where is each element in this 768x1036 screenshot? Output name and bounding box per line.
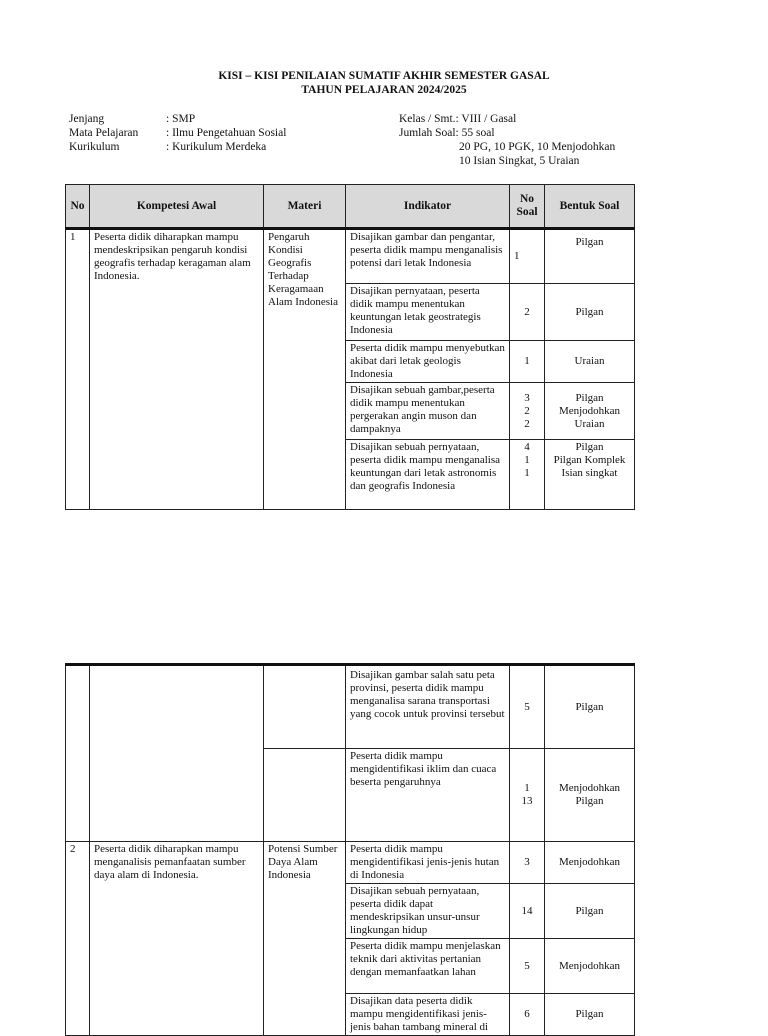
table-row [66, 229, 635, 284]
bentuk-soal-value: Pilgan [575, 795, 604, 807]
kisi-table-2 [65, 663, 635, 1036]
bentuk-soal-cell [545, 749, 635, 842]
header-no-soal-line2: Soal [516, 206, 538, 218]
indikator-cell: Peserta didik mampu menjelaskan teknik dari aktivitas pertanian dengan memanfaatkan lahan [346, 939, 510, 994]
bentuk-soal-value: Menjodohkan [558, 782, 621, 794]
no-soal-value: 1 [524, 467, 530, 479]
header-no-soal-line1: No [519, 193, 535, 205]
kurikulum-label: Kurikulum [69, 141, 120, 153]
no-soal-value: 13 [521, 795, 533, 807]
indikator-cell: Disajikan pernyataan, peserta didik mampu menentukan keuntungan letak geostrategis Indonesia [346, 284, 510, 341]
no-soal-cell: 6 [510, 994, 545, 1036]
no-soal-cell: 1 [510, 229, 545, 284]
header-indikator: Indikator [346, 185, 510, 229]
materi-cell-empty [264, 665, 346, 749]
document-subtitle: TAHUN PELAJARAN 2024/2025 [301, 84, 467, 96]
document-title: KISI – KISI PENILAIAN SUMATIF AKHIR SEMESTER GASAL [218, 70, 550, 82]
bentuk-soal-cell: Uraian [545, 341, 635, 383]
bentuk-soal-cell: Pilgan [545, 884, 635, 939]
bentuk-soal-cell: Menjodohkan [545, 939, 635, 994]
no-soal-cell: 14 [510, 884, 545, 939]
materi-cell-empty [264, 749, 346, 842]
no-soal-cell [510, 383, 545, 440]
table-row [66, 665, 635, 749]
bentuk-soal-value: Isian singkat [561, 467, 618, 479]
no-soal-value: 1 [524, 782, 530, 794]
bentuk-soal-cell: Pilgan [545, 284, 635, 341]
bentuk-soal-cell [545, 440, 635, 510]
bentuk-soal-cell [545, 383, 635, 440]
header-materi: Materi [264, 185, 346, 229]
bentuk-soal-cell: Pilgan [545, 229, 635, 284]
no-soal-cell: 3 [510, 842, 545, 884]
table-header-row [66, 185, 635, 229]
header-kompetensi: Kompetesi Awal [90, 185, 264, 229]
jenjang-value: : SMP [166, 113, 196, 125]
jumlah-soal: Jumlah Soal: 55 soal [399, 127, 495, 139]
materi-cell: Pengaruh Kondisi Geografis Terhadap Keragamaan Alam Indonesia [264, 229, 346, 510]
bentuk-soal-value: Pilgan Komplek [553, 454, 626, 466]
indikator-cell: Disajikan sebuah pernyataan, peserta didik mampu menganalisa keuntungan dari letak astronomis dan geografis Indonesia [346, 440, 510, 510]
indikator-cell: Disajikan sebuah gambar,peserta didik mampu menentukan pergerakan angin muson dan dampaknya [346, 383, 510, 440]
no-soal-value: 2 [524, 404, 530, 417]
materi-cell: Potensi Sumber Daya Alam Indonesia [264, 842, 346, 1036]
kompetensi-cell-empty [90, 665, 264, 842]
rincian-soal-1: 20 PG, 10 PGK, 10 Menjodohkan [459, 141, 616, 153]
bentuk-soal-value: Menjodohkan [558, 404, 621, 417]
rincian-soal-2: 10 Isian Singkat, 5 Uraian [459, 155, 580, 167]
indikator-cell: Disajikan data peserta didik mampu mengidentifikasi jenis-jenis bahan tambang mineral di [346, 994, 510, 1036]
no-soal-value: 4 [524, 441, 530, 453]
no-soal-cell: 2 [510, 284, 545, 341]
row-number: 2 [66, 842, 90, 1036]
kelas-info: Kelas / Smt.: VIII / Gasal [399, 113, 517, 125]
mapel-label: Mata Pelajaran [69, 127, 139, 139]
indikator-cell: Peserta didik mampu mengidentifikasi jenis-jenis hutan di Indonesia [346, 842, 510, 884]
bentuk-soal-cell: Pilgan [545, 994, 635, 1036]
header-no: No [66, 185, 90, 229]
bentuk-soal-cell: Pilgan [545, 665, 635, 749]
kurikulum-value: : Kurikulum Merdeka [166, 141, 267, 153]
kompetensi-cell: Peserta didik diharapkan mampu menganalisis pemanfaatan sumber daya alam di Indonesia. [90, 842, 264, 1036]
no-soal-cell: 1 [510, 341, 545, 383]
no-soal-value: 2 [524, 417, 530, 430]
bentuk-soal-cell: Menjodohkan [545, 842, 635, 884]
no-soal-cell [510, 749, 545, 842]
indikator-cell: Peserta didik mampu menyebutkan akibat dari letak geologis Indonesia [346, 341, 510, 383]
header-no-soal [510, 185, 545, 229]
no-soal-cell [510, 440, 545, 510]
indikator-cell: Disajikan sebuah pernyataan, peserta didik dapat mendeskripsikan unsur-unsur lingkungan hidup [346, 884, 510, 939]
bentuk-soal-value: Uraian [574, 417, 605, 430]
kisi-table-1 [65, 184, 635, 510]
kompetensi-cell: Peserta didik diharapkan mampu mendeskripsikan pengaruh kondisi geografis terhadap keragaman alam Indonesia. [90, 229, 264, 510]
indikator-cell: Disajikan gambar salah satu peta provinsi, peserta didik mampu menganalisa sarana transportasi yang cocok untuk provinsi tersebut [346, 665, 510, 749]
bentuk-soal-value: Pilgan [575, 391, 604, 404]
row-number: 1 [66, 229, 90, 510]
no-soal-cell: 5 [510, 939, 545, 994]
jenjang-label: Jenjang [69, 113, 105, 125]
indikator-cell: Peserta didik mampu mengidentifikasi iklim dan cuaca beserta pengaruhnya [346, 749, 510, 842]
header-bentuk-soal: Bentuk Soal [545, 185, 635, 229]
mapel-value: : Ilmu Pengetahuan Sosial [166, 127, 287, 139]
no-soal-cell: 5 [510, 665, 545, 749]
no-soal-value: 1 [524, 454, 530, 466]
bentuk-soal-value: Pilgan [575, 441, 604, 453]
row-number-empty [66, 665, 90, 842]
indikator-cell: Disajikan gambar dan pengantar, peserta didik mampu menganalisis potensi dari letak Indonesia [346, 229, 510, 284]
table-row [66, 842, 635, 884]
no-soal-value: 3 [524, 391, 530, 404]
